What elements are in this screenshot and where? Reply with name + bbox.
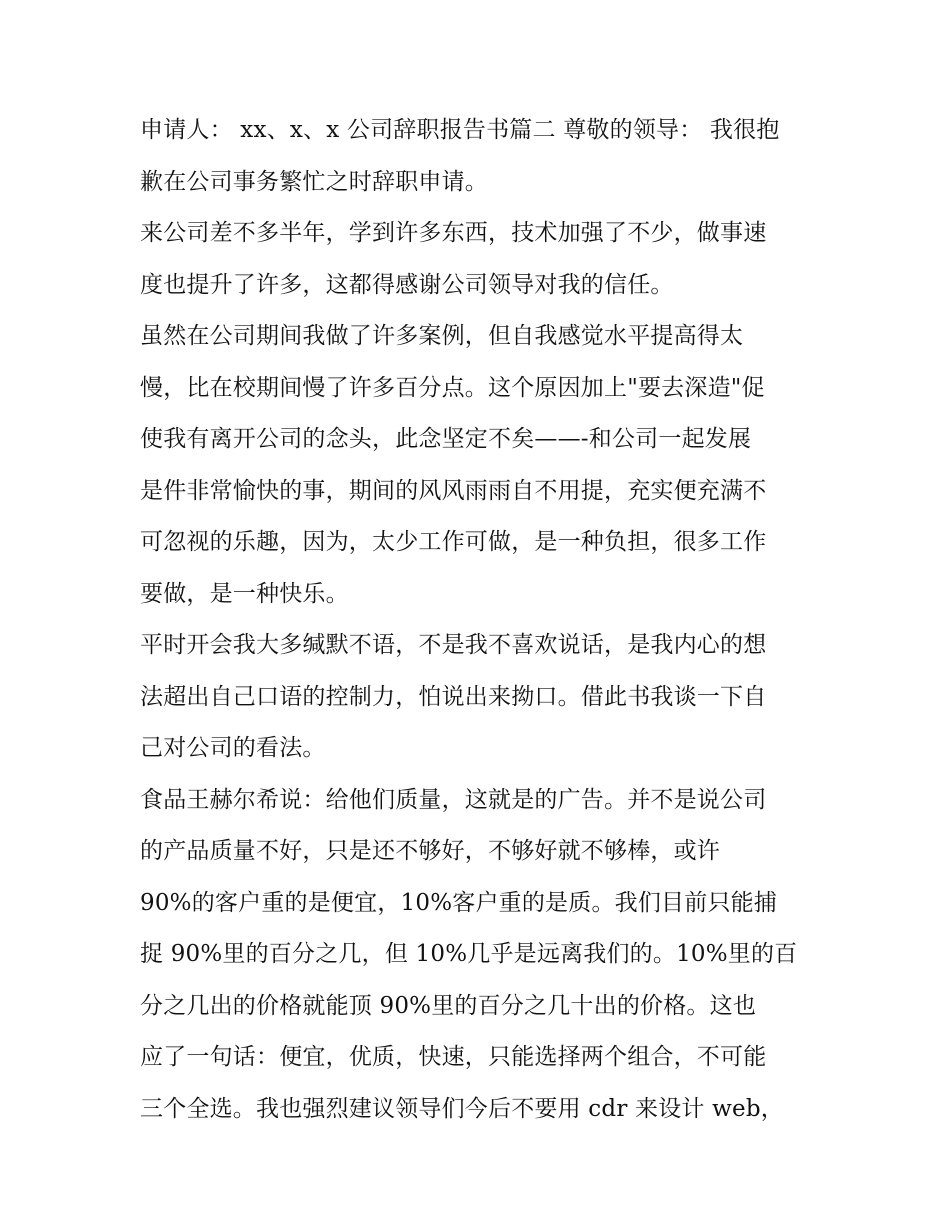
document-body [140, 105, 812, 1135]
text-line: 平时开会我大多缄默不语，不是我不喜欢说话，是我内心的想 [140, 632, 767, 658]
text-line: 来公司差不多半年，学到许多东西，技术加强了不少，做事速 [140, 220, 767, 246]
text-line: 食品王赫尔希说：给他们质量，这就是的广告。并不是说公司 [140, 786, 767, 813]
text-line: 捉 90%里的百分之几，但 10%几乎是远离我们的。10%里的百 [140, 941, 798, 967]
text-line: 是件非常愉快的事，期间的风风雨雨自不用提，充实便充满不 [140, 477, 767, 504]
text-line: 的产品质量不好，只是还不够好，不够好就不够棒，或许 [140, 838, 720, 864]
text-line: 慢，比在校期间慢了许多百分点。这个原因加上"要去深造"促 [140, 374, 765, 401]
text-line: 要做，是一种快乐。 [140, 580, 349, 607]
text-line: 使我有离开公司的念头，此念坚定不矣——-和公司一起发展 [140, 426, 752, 452]
text-line: 三个全选。我也强烈建议领导们今后不要用 cdr 来设计 web， [140, 1095, 784, 1122]
text-line: 申请人： xx、x、x 公司辞职报告书篇二 尊敬的领导： 我很抱 [140, 117, 780, 143]
text-line: 90%的客户重的是便宜，10%客户重的是质。我们目前只能捕 [140, 889, 778, 916]
text-line: 应了一句话：便宜，优质，快速，只能选择两个组合，不可能 [140, 1044, 767, 1070]
text-line: 可忽视的乐趣，因为，太少工作可做，是一种负担，很多工作 [140, 529, 767, 555]
text-line: 分之几出的价格就能顶 90%里的百分之几十出的价格。这也 [140, 992, 757, 1019]
text-line: 己对公司的看法。 [140, 735, 326, 761]
text-line: 虽然在公司期间我做了许多案例，但自我感觉水平提高得太 [140, 323, 744, 349]
text-line: 歉在公司事务繁忙之时辞职申请。 [140, 168, 488, 195]
text-line: 法超出自己口语的控制力，怕说出来拗口。借此书我谈一下自 [140, 683, 767, 710]
text-line: 度也提升了许多，这都得感谢公司领导对我的信任。 [140, 271, 674, 298]
